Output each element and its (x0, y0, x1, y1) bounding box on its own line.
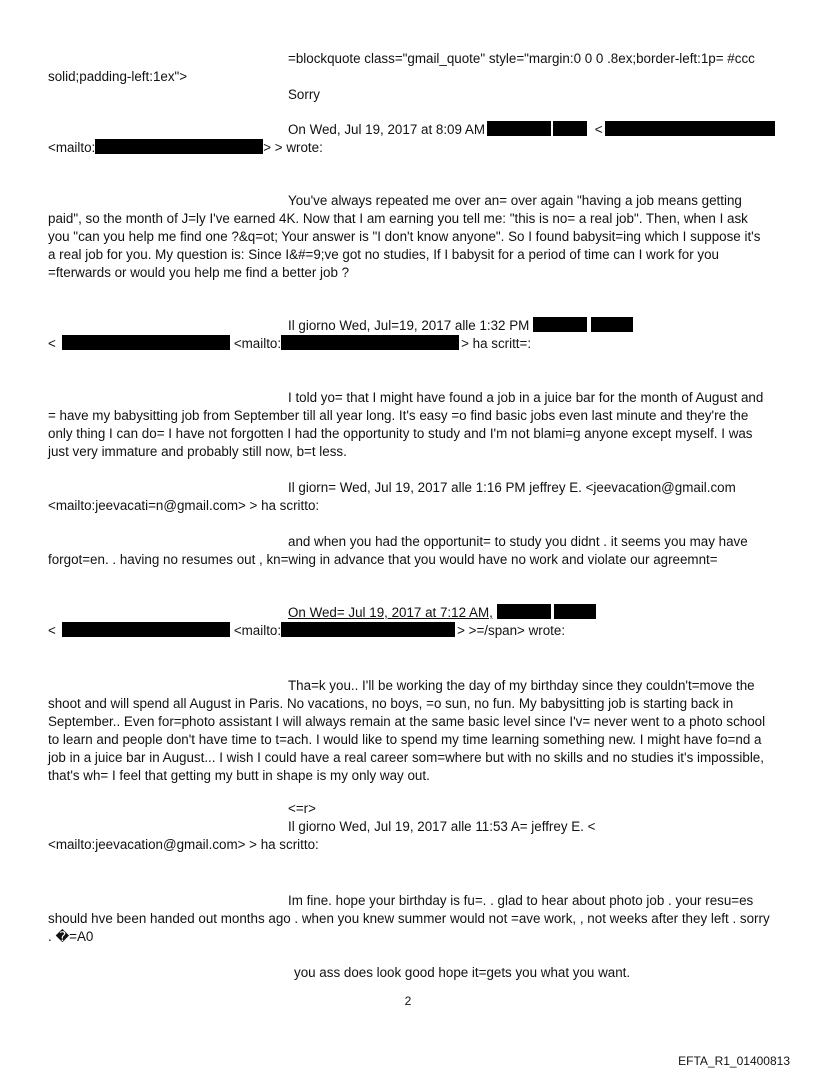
mailto-line (48, 335, 531, 353)
quote-header-line (288, 121, 775, 139)
br-code-line: <=r> (288, 801, 316, 816)
mailto-line: <mailto:jeevacation@gmail.com> > ha scritto: (48, 837, 319, 852)
message-paragraph: You've always repeated me over an= over again "having a job means getting paid", so the month of J=ly I've earned 4K. Now that I am earning you tell me: "this is no= a real job". Then, when I ask you "can you help me find one ?&q=ot; Your answer is "I don't know anyone". So I found babysit=ing which I suppose it's a real job for you. My question is: Since I&#=9;ve got no studies, If I babysit for a period of time can I work for you =fterwards or would you help me find a better job ? (48, 193, 761, 280)
quote-header-text: On Wed= Jul 19, 2017 at 7:12 AM, (288, 605, 493, 620)
redaction-box (605, 121, 775, 136)
redaction-box (62, 622, 230, 637)
wrote-suffix: > >=/span> wrote: (457, 623, 566, 638)
redaction-box (497, 604, 551, 619)
message-paragraph: I told yo= that I might have found a job in a juice bar for the month of August and = have my babysitting job from September till all year long. It's easy =o find basic jobs even last minute and they're the only thing I can do= I have not forgotten I had the opportunity to study and I'm not blami=g anyone except myself. I was just very immature and probably still now, b=t less. (48, 390, 764, 459)
redaction-box (554, 604, 596, 619)
blockquote-code-line: =blockquote class="gmail_quote" style="margin:0 0 0 .8ex;border-left:1p= #ccc (288, 51, 755, 66)
mailto-line: <mailto:jeevacati=n@gmail.com> > ha scritto: (48, 498, 320, 513)
angle-bracket: < (594, 122, 603, 137)
message-paragraph: Tha=k you.. I'll be working the day of my birthday since they couldn't=move the shoot and will spend all August in Paris. No vacations, no boys, =o sun, no fun. My babysitting job is starting back in September.. Even for=photo assistant I will always remain at the same basic level since I'v= never went to a photo school to learn and people don't have time to t=ach. I would like to spend my time learning something new. I might have fo=nd a job in a juice bar in August... I wish I could have a real career som=where but with no skills and no studies it's impossible, that's wh= I feel that getting my butt in shape is my only way out. (48, 678, 766, 783)
mailto-prefix: <mailto: (48, 140, 96, 155)
document-id: EFTA_R1_01400813 (678, 1054, 790, 1068)
redaction-box (95, 139, 263, 154)
redaction-box (487, 121, 551, 136)
mailto-line (48, 622, 565, 640)
redaction-box (281, 622, 455, 637)
closing-line: you ass does look good hope it=gets you what you want. (294, 965, 631, 980)
sorry-text: Sorry (288, 87, 320, 102)
mailto-prefix: <mailto: (233, 623, 282, 638)
quote-header-line: Il giorn= Wed, Jul 19, 2017 alle 1:16 PM jeffrey E. <jeevacation@gmail.com (288, 480, 736, 495)
angle-bracket: < (48, 623, 56, 638)
redaction-box (533, 317, 587, 332)
wrote-suffix: > > wrote: (263, 140, 323, 155)
page-number: 2 (404, 994, 412, 1008)
redaction-box (281, 335, 459, 350)
angle-bracket: < (48, 336, 56, 351)
mailto-line (48, 139, 323, 157)
redaction-box (591, 317, 633, 332)
blockquote-code-line: solid;padding-left:1ex"> (48, 69, 188, 84)
message-paragraph: and when you had the opportunit= to study you didnt . it seems you may have forgot=en. . having no resumes out , kn=wing in advance that you would have no work and violate our agreemnt= (48, 534, 748, 567)
scritto-suffix: > ha scritt=: (461, 336, 532, 351)
redaction-box (553, 121, 587, 136)
quote-header-text: On Wed, Jul 19, 2017 at 8:09 AM (288, 122, 486, 137)
quote-header-line (288, 604, 596, 622)
quote-header-text: Il giorno Wed, Jul=19, 2017 alle 1:32 PM (288, 318, 530, 333)
redaction-box (62, 335, 230, 350)
quote-header-line: Il giorno Wed, Jul 19, 2017 alle 11:53 A= jeffrey E. < (288, 819, 596, 834)
message-paragraph: Im fine. hope your birthday is fu=. . glad to hear about photo job . your resu=es should hve been handed out months ago . when you knew summer would not =ave work, , not weeks after they left . sorry . �=A0 (48, 893, 770, 944)
mailto-prefix: <mailto: (233, 336, 282, 351)
quote-header-line (288, 317, 633, 335)
